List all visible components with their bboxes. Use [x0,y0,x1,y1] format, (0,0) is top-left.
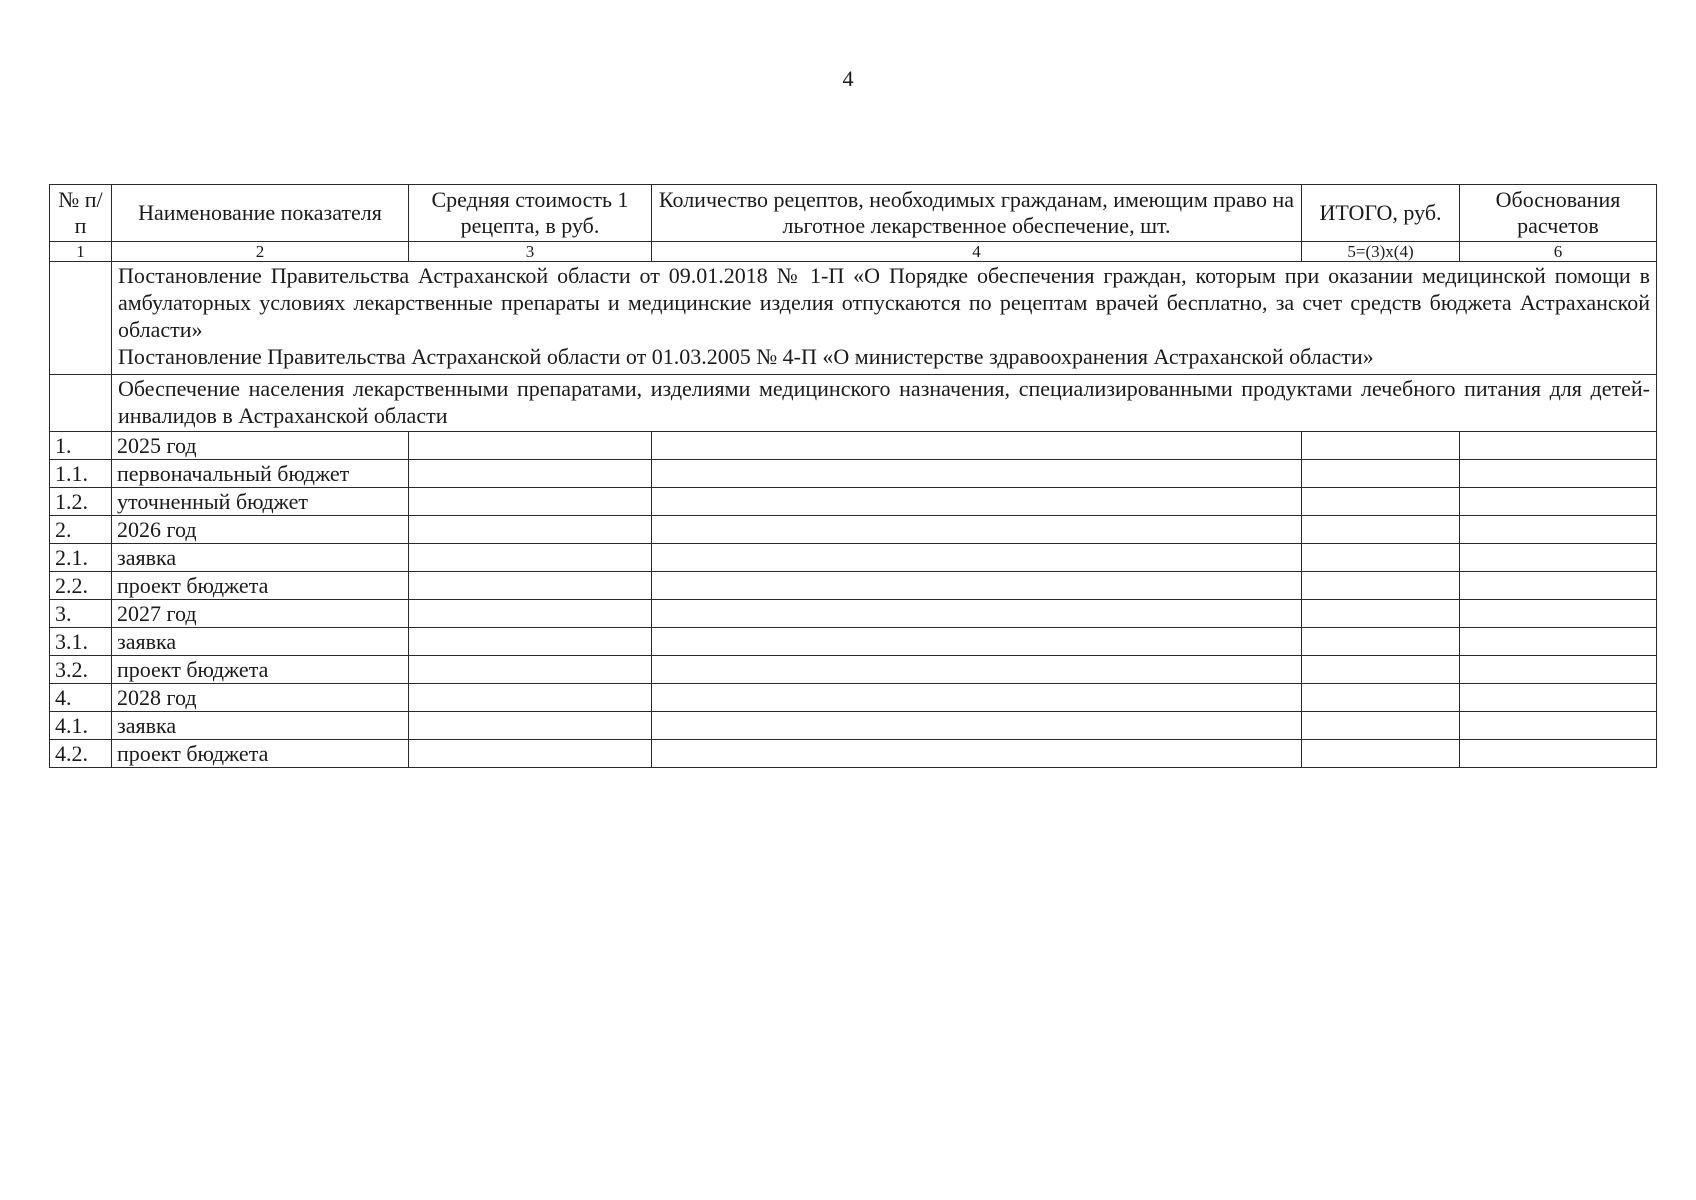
empty-cell [1302,460,1460,488]
row-number: 4.1. [50,712,112,740]
header-total: ИТОГО, руб. [1302,185,1460,242]
empty-cell [409,516,652,544]
empty-cell [1460,656,1657,684]
empty-cell [409,712,652,740]
column-number: 5=(3)x(4) [1302,242,1460,262]
table-row [50,656,1657,684]
empty-cell [409,740,652,768]
row-number: 3. [50,600,112,628]
empty-cell [1302,628,1460,656]
row-number: 1.1. [50,460,112,488]
legal-basis-row [50,262,1657,375]
row-name: заявка [112,712,409,740]
purpose-row [50,375,1657,432]
empty-cell [1302,488,1460,516]
empty-cell [652,628,1302,656]
table-row [50,712,1657,740]
empty-cell [1302,572,1460,600]
table-row [50,460,1657,488]
empty-cell [409,460,652,488]
legal-basis-cell [112,262,1657,375]
empty-cell [652,600,1302,628]
empty-cell [1460,432,1657,460]
table-row [50,628,1657,656]
row-name: первоначальный бюджет [112,460,409,488]
empty-cell [1302,600,1460,628]
empty-cell [409,432,652,460]
empty-cell [1302,740,1460,768]
column-number-row [50,242,1657,262]
row-number: 2. [50,516,112,544]
empty-cell [1460,600,1657,628]
header-number: № п/п [50,185,112,242]
empty-cell [652,740,1302,768]
purpose-text: Обеспечение населения лекарственными препаратами, изделиями медицинского назначения, специализированными продуктами лечебного питания для детей-инвалидов в Астраханской области [118,376,1650,428]
table-row [50,488,1657,516]
empty-cell [652,488,1302,516]
empty-cell [1460,712,1657,740]
empty-cell [409,544,652,572]
table-row [50,432,1657,460]
empty-cell [652,460,1302,488]
empty-cell [50,262,112,375]
row-number: 1. [50,432,112,460]
legal-basis-text: Постановление Правительства Астраханской области от 01.03.2005 № 4-П «О министерстве здравоохранения Астраханской области» [118,344,1374,369]
empty-cell [1302,712,1460,740]
empty-cell [1460,544,1657,572]
table-row [50,600,1657,628]
table-row [50,544,1657,572]
empty-cell [652,432,1302,460]
column-number: 2 [112,242,409,262]
legal-basis-text: Постановление Правительства Астраханской области от 09.01.2018 № 1-П «О Порядке обеспечения граждан, которым при оказании медицинской помощи в амбулаторных условиях лекарственные препараты и медицинские изделия отпускаются по рецептам врачей бесплатно, за счет средств бюджета Астраханской области» [118,263,1650,342]
column-number: 3 [409,242,652,262]
empty-cell [1302,516,1460,544]
row-number: 4.2. [50,740,112,768]
empty-cell [652,656,1302,684]
empty-cell [409,684,652,712]
empty-cell [1302,544,1460,572]
budget-table [49,184,1657,768]
empty-cell [1460,488,1657,516]
row-number: 2.2. [50,572,112,600]
empty-cell [409,628,652,656]
header-prescription-count: Количество рецептов, необходимых гражданам, имеющим право на льготное лекарственное обеспечение, шт. [652,185,1302,242]
row-name: уточненный бюджет [112,488,409,516]
row-name: 2027 год [112,600,409,628]
empty-cell [1302,656,1460,684]
purpose-cell [112,375,1657,432]
row-number: 1.2. [50,488,112,516]
row-number: 4. [50,684,112,712]
table-row [50,516,1657,544]
empty-cell [652,684,1302,712]
empty-cell [1460,684,1657,712]
row-number: 2.1. [50,544,112,572]
table-row [50,572,1657,600]
row-name: проект бюджета [112,572,409,600]
row-name: проект бюджета [112,656,409,684]
empty-cell [1460,460,1657,488]
empty-cell [409,600,652,628]
empty-cell [1460,628,1657,656]
row-name: проект бюджета [112,740,409,768]
empty-cell [1460,572,1657,600]
header-justification: Обоснования расчетов [1460,185,1657,242]
row-name: 2025 год [112,432,409,460]
empty-cell [1302,684,1460,712]
row-name: заявка [112,628,409,656]
empty-cell [409,656,652,684]
page-number: 4 [842,66,854,91]
table-header-row [50,185,1657,242]
table-row [50,684,1657,712]
empty-cell [652,516,1302,544]
row-name: 2026 год [112,516,409,544]
empty-cell [652,544,1302,572]
header-average-cost: Средняя стоимость 1 рецепта, в руб. [409,185,652,242]
empty-cell [652,572,1302,600]
table-row [50,740,1657,768]
row-number: 3.2. [50,656,112,684]
row-name: заявка [112,544,409,572]
column-number: 6 [1460,242,1657,262]
column-number: 1 [50,242,112,262]
empty-cell [1460,740,1657,768]
row-number: 3.1. [50,628,112,656]
empty-cell [409,488,652,516]
header-indicator-name: Наименование показателя [112,185,409,242]
column-number: 4 [652,242,1302,262]
empty-cell [652,712,1302,740]
empty-cell [50,375,112,432]
empty-cell [1460,516,1657,544]
empty-cell [1302,432,1460,460]
empty-cell [409,572,652,600]
row-name: 2028 год [112,684,409,712]
